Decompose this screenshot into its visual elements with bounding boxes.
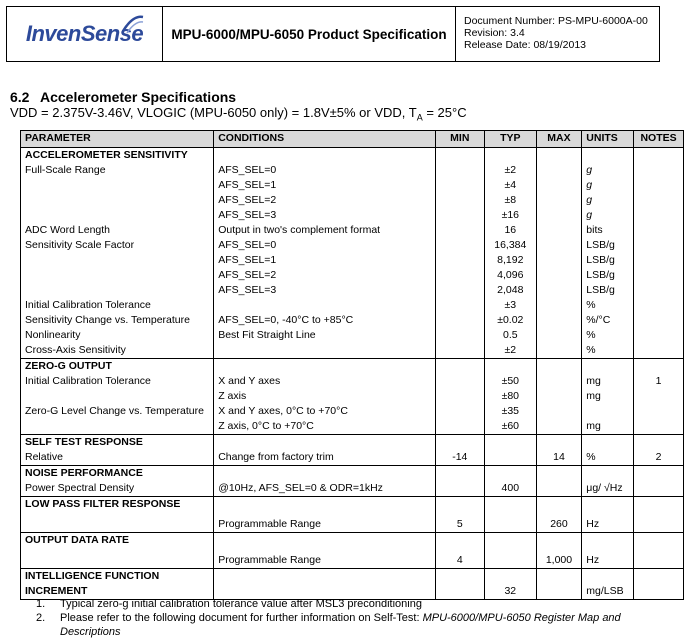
cell-min: -14	[435, 450, 484, 466]
cell-units	[582, 497, 634, 518]
cell-max	[536, 343, 582, 359]
cell-condition: AFS_SEL=1	[214, 178, 435, 193]
table-row	[21, 481, 684, 497]
cell-min	[435, 389, 484, 404]
cell-param: LOW PASS FILTER RESPONSE	[21, 497, 214, 518]
cell-notes	[634, 268, 684, 283]
cell-min	[435, 223, 484, 238]
cell-typ: ±16	[484, 208, 536, 223]
cell-max	[536, 178, 582, 193]
document-title: MPU-6000/MPU-6050 Product Specification	[163, 7, 456, 61]
table-row	[21, 268, 684, 283]
cell-units	[582, 435, 634, 451]
cell-param: ACCELEROMETER SENSITIVITY	[21, 148, 214, 164]
cell-param: Sensitivity Scale Factor	[21, 238, 214, 253]
cell-typ	[484, 450, 536, 466]
cell-units	[582, 148, 634, 164]
cell-min	[435, 374, 484, 389]
cell-param: ADC Word Length	[21, 223, 214, 238]
cell-typ: 0.5	[484, 328, 536, 343]
cell-condition	[214, 435, 435, 451]
cell-typ	[484, 435, 536, 451]
conditions-suffix: = 25°C	[422, 105, 467, 120]
cell-notes	[634, 238, 684, 253]
doc-number: Document Number: PS-MPU-6000A-00	[464, 15, 648, 27]
table-row	[21, 466, 684, 482]
cell-param: Initial Calibration Tolerance	[21, 298, 214, 313]
cell-max	[536, 163, 582, 178]
cell-condition	[214, 359, 435, 375]
cell-param: Cross-Axis Sensitivity	[21, 343, 214, 359]
cell-min	[435, 148, 484, 164]
cell-max	[536, 283, 582, 298]
cell-min	[435, 193, 484, 208]
cell-condition: AFS_SEL=0	[214, 163, 435, 178]
cell-max	[536, 419, 582, 435]
document-header	[6, 6, 660, 62]
test-conditions	[10, 105, 467, 123]
cell-notes: 2	[634, 450, 684, 466]
cell-units: %	[582, 298, 634, 313]
cell-max	[536, 533, 582, 554]
cell-typ: 16	[484, 223, 536, 238]
cell-typ	[484, 148, 536, 164]
table-row	[21, 569, 684, 585]
cell-units: %	[582, 328, 634, 343]
cell-typ: ±3	[484, 298, 536, 313]
cell-typ: 32	[484, 584, 536, 600]
table-row	[21, 359, 684, 375]
cell-param: Full-Scale Range	[21, 163, 214, 178]
cell-typ: ±0.02	[484, 313, 536, 328]
cell-max: 1,000	[536, 553, 582, 569]
company-logo	[7, 7, 163, 61]
cell-units: %/°C	[582, 313, 634, 328]
table-row	[21, 497, 684, 518]
cell-notes	[634, 313, 684, 328]
cell-min	[435, 268, 484, 283]
cell-min: 4	[435, 553, 484, 569]
cell-condition: Z axis	[214, 389, 435, 404]
cell-units	[582, 466, 634, 482]
cell-param	[21, 268, 214, 283]
cell-notes	[634, 283, 684, 298]
cell-typ: ±2	[484, 163, 536, 178]
table-row	[21, 328, 684, 343]
cell-typ: 2,048	[484, 283, 536, 298]
table-row	[21, 163, 684, 178]
cell-max: 260	[536, 517, 582, 533]
cell-units: mg/LSB	[582, 584, 634, 600]
cell-condition	[214, 497, 435, 518]
cell-condition: Programmable Range	[214, 553, 435, 569]
cell-units: %	[582, 450, 634, 466]
cell-units: mg	[582, 389, 634, 404]
cell-units: Hz	[582, 517, 634, 533]
cell-units	[582, 404, 634, 419]
logo-text: InvenSense	[25, 21, 144, 46]
table-row	[21, 208, 684, 223]
cell-param	[21, 283, 214, 298]
cell-typ	[484, 533, 536, 554]
cell-condition	[214, 148, 435, 164]
cell-units: LSB/g	[582, 283, 634, 298]
cell-min	[435, 497, 484, 518]
cell-notes	[634, 208, 684, 223]
cell-condition: AFS_SEL=1	[214, 253, 435, 268]
cell-min	[435, 328, 484, 343]
cell-typ: ±2	[484, 343, 536, 359]
table-row	[21, 313, 684, 328]
cell-param: INTELLIGENCE FUNCTION	[21, 569, 214, 585]
cell-max	[536, 298, 582, 313]
header-parameter: PARAMETER	[21, 131, 214, 148]
cell-condition: AFS_SEL=0	[214, 238, 435, 253]
cell-param	[21, 517, 214, 533]
table-row	[21, 238, 684, 253]
cell-units: g	[582, 163, 634, 178]
cell-max	[536, 253, 582, 268]
cell-notes	[634, 343, 684, 359]
cell-typ: 8,192	[484, 253, 536, 268]
cell-max	[536, 466, 582, 482]
cell-param: Sensitivity Change vs. Temperature	[21, 313, 214, 328]
cell-units: LSB/g	[582, 268, 634, 283]
cell-min	[435, 178, 484, 193]
table-row	[21, 389, 684, 404]
cell-typ: ±4	[484, 178, 536, 193]
cell-notes	[634, 419, 684, 435]
cell-notes	[634, 193, 684, 208]
cell-param	[21, 178, 214, 193]
cell-typ: 400	[484, 481, 536, 497]
cell-min	[435, 404, 484, 419]
cell-param: INCREMENT	[21, 584, 214, 600]
cell-param	[21, 419, 214, 435]
cell-notes	[634, 481, 684, 497]
cell-notes	[634, 328, 684, 343]
cell-typ: ±80	[484, 389, 536, 404]
cell-min	[435, 481, 484, 497]
cell-notes	[634, 533, 684, 554]
table-row	[21, 517, 684, 533]
cell-units	[582, 533, 634, 554]
footnote-2	[36, 611, 676, 639]
table-row	[21, 404, 684, 419]
footnote-text	[60, 597, 676, 611]
cell-param	[21, 208, 214, 223]
cell-min	[435, 313, 484, 328]
cell-min	[435, 163, 484, 178]
cell-max	[536, 148, 582, 164]
cell-notes	[634, 223, 684, 238]
cell-notes: 1	[634, 374, 684, 389]
doc-release-date: Release Date: 08/19/2013	[464, 39, 587, 51]
header-units: UNITS	[582, 131, 634, 148]
cell-notes	[634, 517, 684, 533]
cell-units: LSB/g	[582, 238, 634, 253]
cell-param	[21, 389, 214, 404]
footnote-number: 1.	[36, 598, 46, 610]
footnote-body: Please refer to the following document for further information on Self-Test:	[60, 612, 423, 624]
cell-condition: AFS_SEL=0, -40°C to +85°C	[214, 313, 435, 328]
cell-max	[536, 569, 582, 585]
cell-param: ZERO-G OUTPUT	[21, 359, 214, 375]
cell-units: μg/ √Hz	[582, 481, 634, 497]
cell-typ	[484, 359, 536, 375]
section-heading	[10, 89, 236, 105]
cell-param: Power Spectral Density	[21, 481, 214, 497]
cell-notes	[634, 178, 684, 193]
table-row	[21, 533, 684, 554]
cell-param: Nonlinearity	[21, 328, 214, 343]
cell-condition	[214, 533, 435, 554]
cell-max	[536, 374, 582, 389]
cell-condition: Best Fit Straight Line	[214, 328, 435, 343]
cell-units: g	[582, 208, 634, 223]
cell-condition: AFS_SEL=2	[214, 268, 435, 283]
cell-max	[536, 404, 582, 419]
cell-condition: Output in two's complement format	[214, 223, 435, 238]
cell-notes	[634, 389, 684, 404]
cell-min	[435, 238, 484, 253]
table-row	[21, 419, 684, 435]
cell-param: SELF TEST RESPONSE	[21, 435, 214, 451]
footnote-1	[36, 597, 676, 611]
cell-min	[435, 435, 484, 451]
cell-typ: 16,384	[484, 238, 536, 253]
cell-param	[21, 193, 214, 208]
cell-units: bits	[582, 223, 634, 238]
cell-condition	[214, 569, 435, 585]
logo-swoosh-icon	[121, 13, 145, 35]
cell-min	[435, 569, 484, 585]
cell-condition: AFS_SEL=3	[214, 208, 435, 223]
cell-units	[582, 569, 634, 585]
cell-condition: Change from factory trim	[214, 450, 435, 466]
table-row	[21, 435, 684, 451]
cell-max	[536, 223, 582, 238]
doc-revision: Revision: 3.4	[464, 27, 525, 39]
cell-param	[21, 553, 214, 569]
cell-units: g	[582, 178, 634, 193]
header-notes: NOTES	[634, 131, 684, 148]
cell-notes	[634, 359, 684, 375]
cell-max	[536, 268, 582, 283]
cell-notes	[634, 404, 684, 419]
cell-min	[435, 419, 484, 435]
cell-typ	[484, 553, 536, 569]
cell-param: NOISE PERFORMANCE	[21, 466, 214, 482]
cell-typ: ±35	[484, 404, 536, 419]
cell-condition: Programmable Range	[214, 517, 435, 533]
section-number: 6.2	[10, 89, 30, 105]
table-row	[21, 298, 684, 313]
cell-max	[536, 435, 582, 451]
cell-units: %	[582, 343, 634, 359]
cell-max	[536, 497, 582, 518]
cell-typ: 4,096	[484, 268, 536, 283]
cell-typ	[484, 466, 536, 482]
cell-min: 5	[435, 517, 484, 533]
cell-typ: ±8	[484, 193, 536, 208]
section-title: Accelerometer Specifications	[40, 89, 237, 105]
header-conditions: CONDITIONS	[214, 131, 435, 148]
cell-notes	[634, 435, 684, 451]
cell-max	[536, 193, 582, 208]
cell-min	[435, 253, 484, 268]
cell-max	[536, 208, 582, 223]
table-row	[21, 193, 684, 208]
conditions-text: VDD = 2.375V-3.46V, VLOGIC (MPU-6050 only) = 1.8V±5% or VDD, T	[10, 105, 417, 120]
cell-units: g	[582, 193, 634, 208]
cell-typ: ±60	[484, 419, 536, 435]
footnotes	[36, 597, 676, 639]
cell-min	[435, 208, 484, 223]
cell-min	[435, 359, 484, 375]
cell-min	[435, 533, 484, 554]
cell-min	[435, 283, 484, 298]
accelerometer-spec-table	[20, 130, 684, 600]
cell-min	[435, 466, 484, 482]
cell-condition: AFS_SEL=2	[214, 193, 435, 208]
cell-max	[536, 313, 582, 328]
cell-param	[21, 253, 214, 268]
cell-units: Hz	[582, 553, 634, 569]
cell-max: 14	[536, 450, 582, 466]
cell-units: mg	[582, 419, 634, 435]
document-meta	[456, 7, 659, 61]
cell-condition: AFS_SEL=3	[214, 283, 435, 298]
cell-max	[536, 238, 582, 253]
table-row	[21, 148, 684, 164]
cell-min	[435, 343, 484, 359]
cell-max	[536, 389, 582, 404]
cell-max	[536, 481, 582, 497]
cell-max	[536, 359, 582, 375]
header-min: MIN	[435, 131, 484, 148]
cell-notes	[634, 298, 684, 313]
cell-min	[435, 298, 484, 313]
footnote-number: 2.	[36, 612, 46, 624]
cell-notes	[634, 569, 684, 585]
table-row	[21, 450, 684, 466]
table-row	[21, 178, 684, 193]
cell-param: Initial Calibration Tolerance	[21, 374, 214, 389]
cell-notes	[634, 148, 684, 164]
cell-notes	[634, 466, 684, 482]
cell-units: LSB/g	[582, 253, 634, 268]
cell-notes	[634, 497, 684, 518]
cell-typ	[484, 497, 536, 518]
table-row	[21, 343, 684, 359]
cell-typ	[484, 569, 536, 585]
cell-notes	[634, 253, 684, 268]
cell-param: OUTPUT DATA RATE	[21, 533, 214, 554]
header-max: MAX	[536, 131, 582, 148]
cell-param: Relative	[21, 450, 214, 466]
footnote-doc-ref: MPU-6000/MPU-6050 Register Map and Descriptions	[60, 612, 621, 638]
table-row	[21, 374, 684, 389]
table-row	[21, 253, 684, 268]
table-header-row	[21, 131, 684, 148]
cell-param: Zero-G Level Change vs. Temperature	[21, 404, 214, 419]
footnote-body: Typical zero-g initial calibration tolerance value after MSL3 preconditioning	[60, 598, 422, 610]
footnote-text	[60, 611, 676, 639]
cell-condition	[214, 466, 435, 482]
table-row	[21, 283, 684, 298]
table-row	[21, 223, 684, 238]
cell-condition	[214, 343, 435, 359]
cell-condition: X and Y axes	[214, 374, 435, 389]
header-typ: TYP	[484, 131, 536, 148]
cell-units: mg	[582, 374, 634, 389]
cell-max	[536, 328, 582, 343]
cell-condition: Z axis, 0°C to +70°C	[214, 419, 435, 435]
cell-condition: X and Y axes, 0°C to +70°C	[214, 404, 435, 419]
cell-units	[582, 359, 634, 375]
cell-typ: ±50	[484, 374, 536, 389]
cell-condition	[214, 298, 435, 313]
table-row	[21, 553, 684, 569]
cell-notes	[634, 163, 684, 178]
conditions-subscript: A	[416, 112, 423, 123]
cell-notes	[634, 553, 684, 569]
cell-typ	[484, 517, 536, 533]
cell-condition: @10Hz, AFS_SEL=0 & ODR=1kHz	[214, 481, 435, 497]
